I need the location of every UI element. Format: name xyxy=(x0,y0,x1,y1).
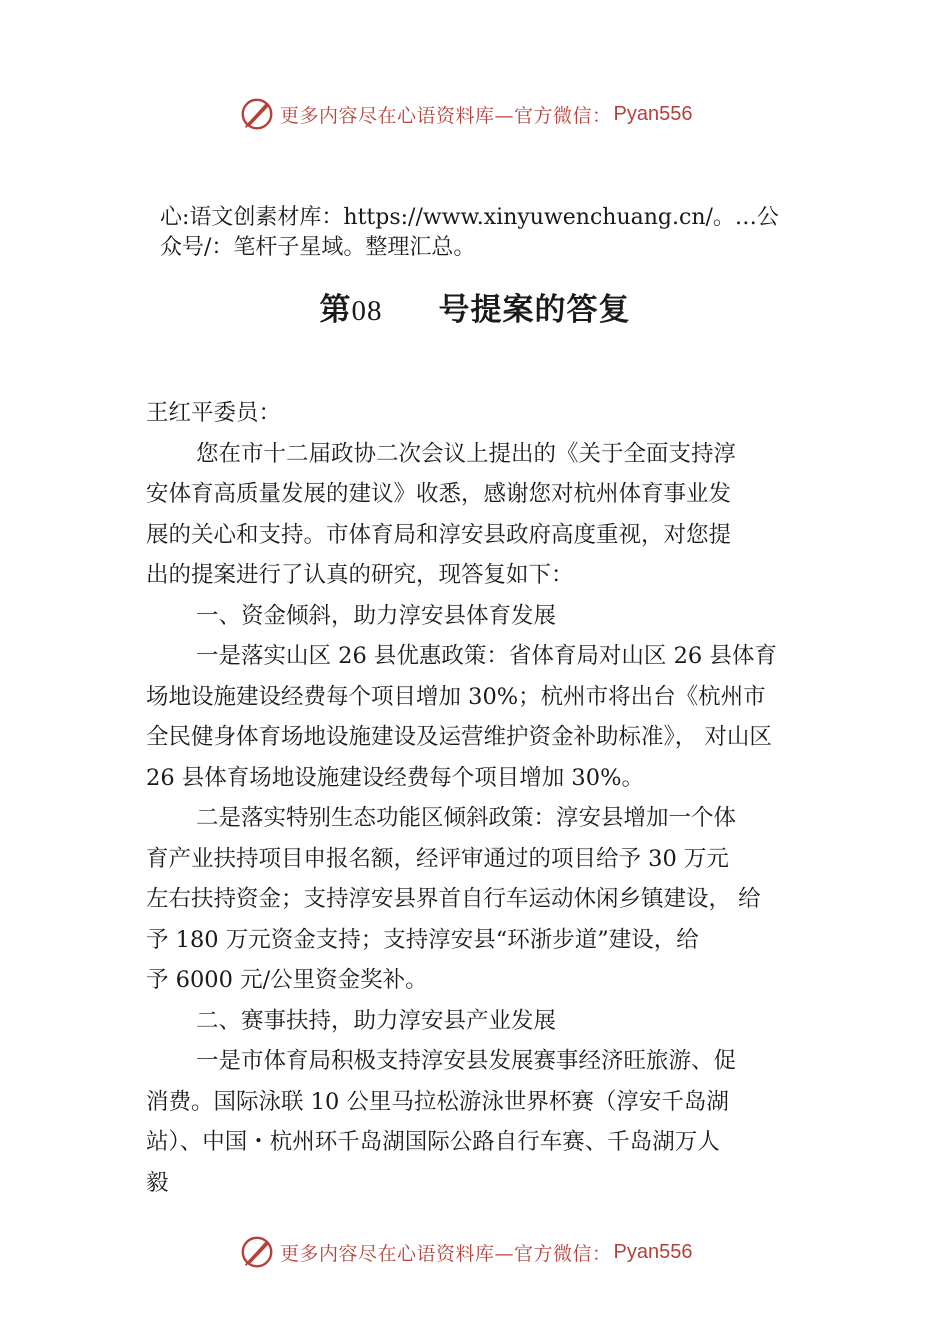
paragraph-line: 消费。国际泳联 10 公里马拉松游泳世界杯赛（淳安千岛湖 xyxy=(146,1088,729,1115)
header-banner xyxy=(238,94,692,134)
title-prefix: 第 xyxy=(319,292,352,328)
paragraph-line: 予 180 万元资金支持；支持淳安县“环浙步道”建设，给 xyxy=(146,926,699,953)
banner-wechat-id: Pyan556 xyxy=(613,102,693,125)
footer-banner xyxy=(238,1232,692,1272)
paragraph-line: 26 县体育场地设施建设经费每个项目增加 30%。 xyxy=(146,764,644,791)
banner-text: 更多内容尽在心语资料库—官方微信： xyxy=(280,104,612,127)
banner-text: 更多内容尽在心语资料库—官方微信： xyxy=(280,1242,612,1265)
source-note xyxy=(160,203,840,263)
paragraph-line: 育产业扶持项目申报名额，经评审通过的项目给予 30 万元 xyxy=(146,845,729,872)
paragraph-line: 出的提案进行了认真的研究，现答复如下： xyxy=(146,562,574,588)
source-note-line: 心:语文创素材库：https://www.xinyuwenchuang.cn/。…公 xyxy=(160,205,779,230)
paragraph-line: 一是市体育局积极支持淳安县发展赛事经济旺旅游、促 xyxy=(196,1048,737,1074)
banner-wechat-id: Pyan556 xyxy=(613,1240,693,1263)
section-heading: 一、资金倾斜，助力淳安县体育发展 xyxy=(196,602,557,629)
paragraph-line: 二是落实特别生态功能区倾斜政策：淳安县增加一个体 xyxy=(196,805,737,831)
paragraph-line: 予 6000 元/公里资金奖补。 xyxy=(146,967,428,993)
quill-pen-logo-icon xyxy=(238,95,276,133)
page-title xyxy=(0,284,950,329)
paragraph-line: 展的关心和支持。市体育局和淳安县政府高度重视，对您提 xyxy=(146,521,732,548)
paragraph-line: 您在市十二届政协二次会议上提出的《关于全面支持淳 xyxy=(196,440,737,467)
document-body xyxy=(146,393,836,1203)
title-rest: 号提案的答复 xyxy=(438,292,631,328)
section-heading: 二、赛事扶持，助力淳安县产业发展 xyxy=(196,1007,557,1034)
source-note-line: 众号/：笔杆子星域。整理汇总。 xyxy=(160,235,476,260)
paragraph-line: 场地设施建设经费每个项目增加 30%；杭州市将出台《杭州市 xyxy=(146,683,766,710)
paragraph-line: 一是落实山区 26 县优惠政策：省体育局对山区 26 县体育 xyxy=(196,643,777,669)
salutation: 王红平委员： xyxy=(146,400,282,426)
title-number: 08 xyxy=(351,295,383,327)
paragraph-line: 全民健身体育场地设施建设及运营维护资金补助标准》， 对山区 xyxy=(146,724,772,750)
paragraph-line: 站）、中国・杭州环千岛湖国际公路自行车赛、千岛湖万人 xyxy=(146,1129,720,1155)
paragraph-line: 左右扶持资金；支持淳安县界首自行车运动休闲乡镇建设， 给 xyxy=(146,886,761,912)
paragraph-line: 安体育高质量发展的建议》收悉，感谢您对杭州体育事业发 xyxy=(146,481,732,507)
paragraph-line: 毅 xyxy=(146,1169,169,1196)
quill-pen-logo-icon xyxy=(238,1233,276,1271)
